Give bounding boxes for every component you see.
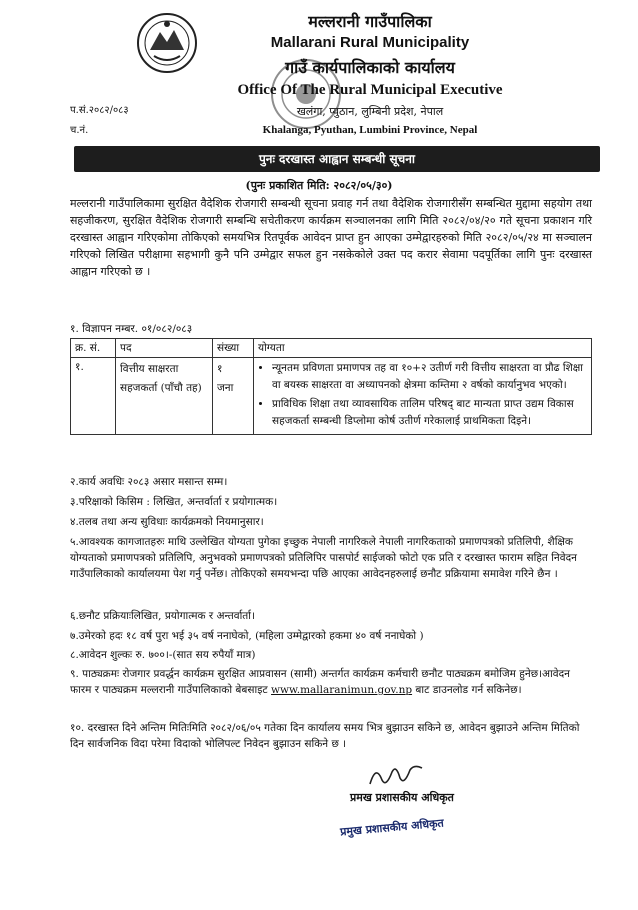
col-header-sn: क्र. सं. — [71, 339, 116, 358]
table-header-row — [71, 339, 592, 358]
officer-stamp: प्रमुख प्रशासकीय अधिकृत — [339, 816, 445, 839]
address-en: Khalanga, Pyuthan, Lumbini Province, Nepal — [262, 124, 478, 136]
section-deadline: १०. दरखास्त दिने अन्तिम मितिःमिति २०८२/०६/०५ गतेका दिन कार्यालय समय भित्र बुझाउन सकिने छ, आवेदन बुझाउने अन्तिम मितिको दिन सार्वजनिक विदा परेमा विदाको भोलिपल्ट निवेदन बुझाउन सकिने छ । — [70, 722, 580, 750]
cell-qualification — [254, 358, 592, 435]
handwritten-signature — [366, 760, 426, 790]
syllabus-text: ९. पाठ्यक्रमः रोजगार प्रवर्द्धन कार्यक्रम सुरक्षित आप्रवासन (सामी) अन्तर्गत कार्यक्रम कर्मचारी छनौट पाठ्यक्रम बमोजिम हुनेछ।आवेदन फारम र पाठ्यक्रम मल्लरानी गाउँपालिकाको बेबसाइट — [70, 668, 571, 696]
ad-number: १. विज्ञापन नम्बर. ०१/०८२/०८३ — [70, 323, 193, 335]
cell-post: वित्तीय साक्षरता सहजकर्ता (पाँचौ तह) — [116, 358, 213, 435]
office-name-np: गाउँ कार्यपालिकाको कार्यालय — [285, 58, 455, 77]
col-header-post: पद — [116, 339, 213, 358]
section-documents: ५.आवश्यक कागजातहरुः माथि उल्लेखित योग्यता पुगेका इच्छुक नेपाली नागरिकले नेपाली नागरिकताको प्रमाणपत्रको प्रतिलिपी, शैक्षिक योग्यताको प्रमाणपत्रको प्रतिलिपि, अनुभवको प्रमाणपत्रको प्रतिलिपिर पासपोर्ट साईजको फोटो एक प्रति र दरखास्त फाराम सहित निवेदन गाउँपालिकाको कार्यालयमा पेश गर्नु पर्नेछ। तोकिएको समयभन्दा पछि आएका आवेदनहरुलाई छनौट प्रक्रियामा समावेश गरिने छैन । — [70, 536, 578, 580]
dispatch-number: च.नं. — [70, 125, 89, 136]
col-header-count: संख्या — [213, 339, 254, 358]
intro-paragraph: मल्लरानी गाउँपालिकामा सुरक्षित वैदेशिक रोजगारी सम्बन्धी सूचना प्रवाह गर्न तथा वैदेशिक रोजगारीसँग सम्बन्धित मुद्दामा सहयोग तथा सहजीकरण, सुरक्षित वैदेशिक रोजगारी सम्बन्धि सचेतीकरण कार्यक्रम सञ्चालनका लागि मिति २०८२/०४/२० गते सूचना प्रकाशन गरि दरखास्त आह्वान गरिएकोमा तोकिएको समयभित्र रितपूर्वक आवेदन प्राप्त हुन आएका उम्मेद्वारहरुको मिति २०८२/०५/२४ मा सञ्चालन गरिएको लिखित परीक्षामा सहभागी कुनै पनि उम्मेद्वार सफल हुन नसकेकोले उक्त पद करार सेवामा पदपूर्तिका लागि पुनः दरखास्त आह्वान गरिएको छ । — [70, 197, 592, 278]
table-row — [71, 358, 592, 435]
qualification-item: • प्राविधिक शिक्षा तथा व्यावसायिक तालिम परिषद् बाट मान्यता प्राप्त उद्यम विकास सहजकर्ता सम्बन्धी डिप्लोमा कोर्ष उतीर्ण गरेकालाई प्राथमिकता दिइने। — [272, 396, 587, 430]
notice-title: पुनः दरखास्त आह्वान सम्बन्धी सूचना — [74, 146, 600, 172]
section-work-period: २.कार्य अवधिः २०८३ असार मसान्त सम्म। — [70, 476, 228, 488]
reference-number: प.सं.२०८२/०८३ — [70, 105, 129, 116]
section-salary: ४.तलब तथा अन्य सुविधाः कार्यक्रमको नियमानुसार। — [70, 516, 264, 528]
section-age-limit: ७.उमेरको हदः १८ वर्ष पुरा भई ३५ वर्ष ननाघेको, (महिला उम्मेद्वारको हकमा ४० वर्ष ननाघेको ) — [70, 630, 424, 642]
qualification-item: • न्यूनतम प्रविणता प्रमाणपत्र तह वा १०+२ उतीर्ण गरी वित्तीय साक्षरता वा प्रौढ शिक्षा वा बयस्क साक्षरता वा अध्यापनको क्षेत्रमा कम्तिमा २ वर्षको कार्यानुभव भएको। — [272, 360, 587, 394]
col-header-qualification: योग्यता — [254, 339, 592, 358]
address-np: खलंगा, प्युठान, लुम्बिनी प्रदेश, नेपाल — [296, 105, 444, 118]
count-unit: जना — [217, 382, 234, 394]
section-syllabus — [70, 666, 594, 698]
syllabus-download-text: बाट डाउनलोड गर्न सकिनेछ। — [415, 684, 522, 696]
signatory-title: प्रमख प्रशासकीय अधिकृत — [350, 791, 454, 804]
municipality-name-en: Mallarani Rural Municipality — [270, 34, 470, 51]
vacancy-table — [70, 338, 592, 435]
count-number: १ — [217, 363, 223, 375]
cell-sn: १. — [71, 358, 116, 435]
republish-date: (पुनः प्रकाशित मिति: २०८२/०५/३०) — [245, 179, 393, 192]
section-fee: ८.आवेदन शुल्कः रु. ७००।-(सात सय रुपैयाँ मात्र) — [70, 649, 256, 661]
office-name-en: Office Of The Rural Municipal Executive — [237, 82, 503, 98]
municipality-name-np: मल्लरानी गाउँपालिका — [308, 12, 432, 31]
website-link[interactable]: www.mallaranimun.gov.np — [271, 684, 413, 696]
cell-count — [213, 358, 254, 435]
section-selection-process: ६.छनौट प्रक्रियाःलिखित, प्रयोगात्मक र अन्तर्वार्ता। — [70, 610, 255, 622]
section-exam-type: ३.परिक्षाको किसिम : लिखित, अन्तर्वार्ता र प्रयोगात्मक। — [70, 496, 278, 508]
